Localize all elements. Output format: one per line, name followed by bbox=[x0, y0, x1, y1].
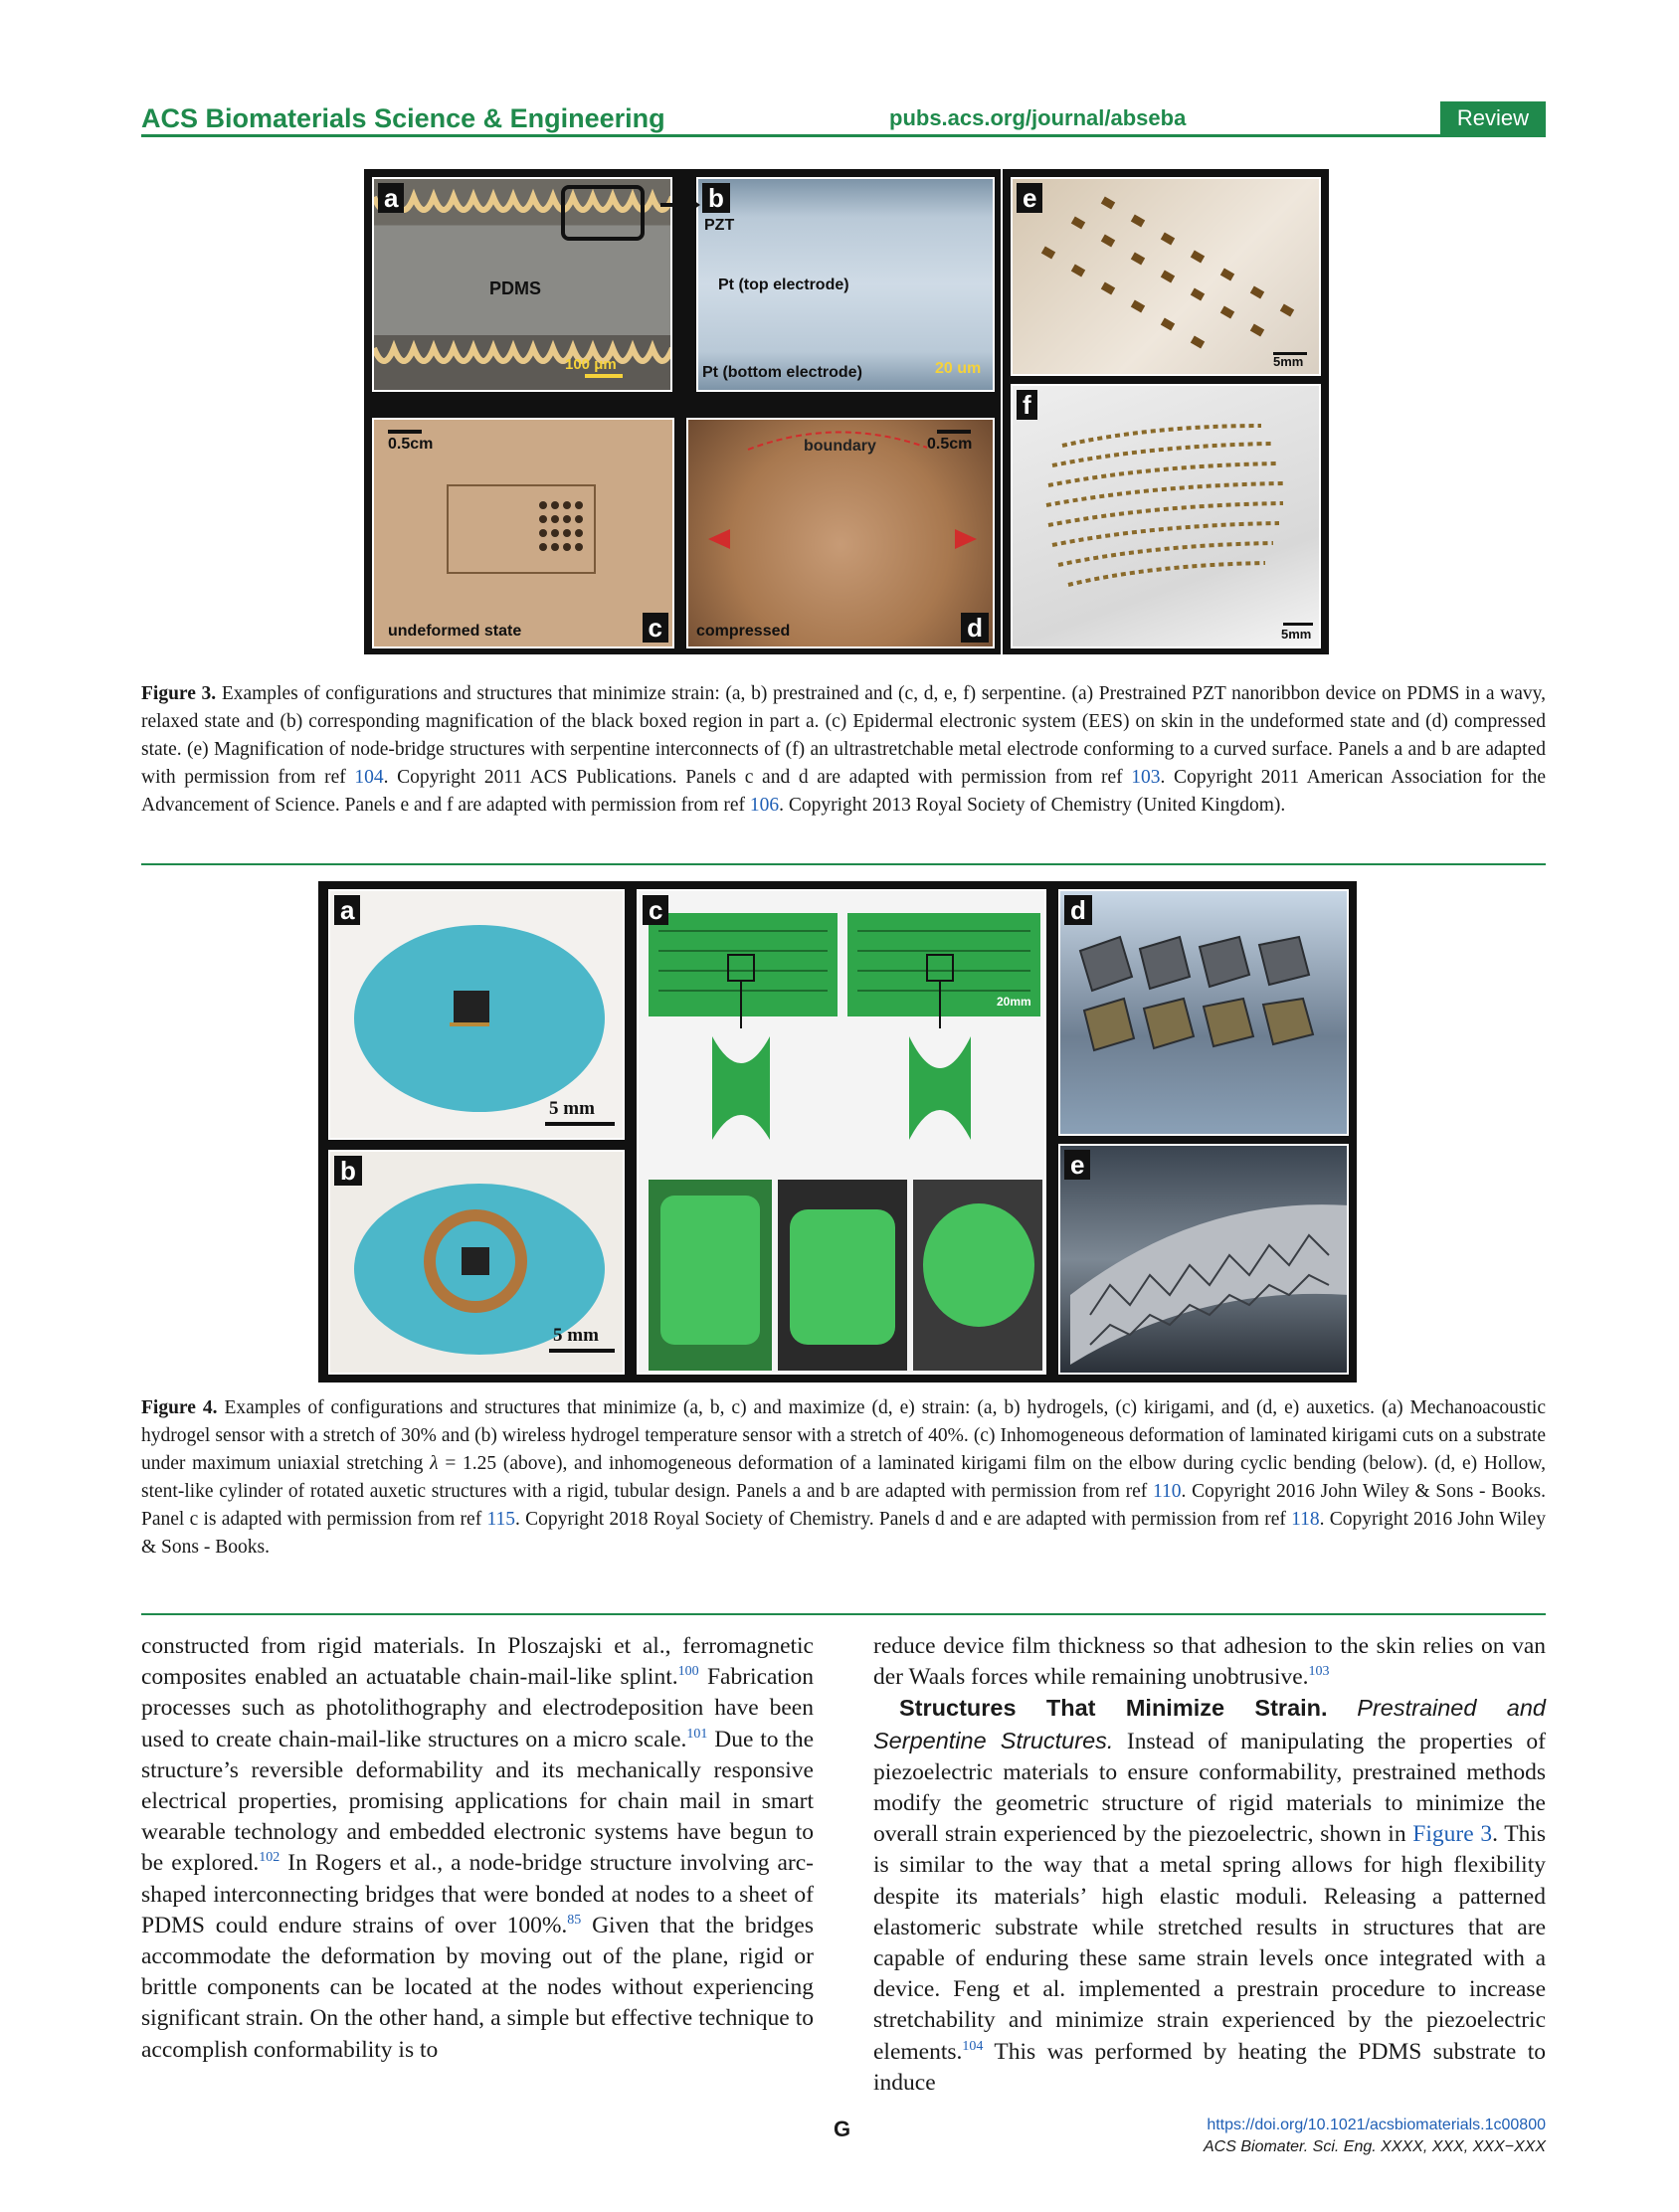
subsection-heading: Prestrained and Serpentine Structures. bbox=[873, 1695, 1546, 1753]
body-text: In Rogers et al., a node-bridge structure involving arc-shaped interconnecting bridges that were bonded at nodes to a sheet of PDMS could endure strains of over 100%. bbox=[141, 1850, 815, 1938]
fig3-a-scalebar bbox=[585, 374, 623, 378]
figure-3-caption-title: Figure 3. bbox=[141, 683, 217, 704]
fig3-label-c: c bbox=[643, 613, 668, 643]
ref-link-115[interactable]: 115 bbox=[486, 1509, 515, 1530]
fig3-d-boundary: boundary bbox=[804, 438, 876, 455]
figure-4-caption-text: . Copyright 2016 John Wiley & Sons - Books. Panel c is adapted with permission from ref bbox=[141, 1481, 1546, 1530]
fig3-panel-d bbox=[686, 418, 995, 648]
fig3-label-a: a bbox=[378, 183, 404, 213]
fig4-b-scalebar bbox=[549, 1349, 615, 1353]
fig3-d-scalebar bbox=[937, 430, 971, 434]
page-header bbox=[141, 103, 1546, 137]
journal-url[interactable]: pubs.acs.org/journal/abseba bbox=[889, 105, 1187, 130]
fig4-d-auxetic bbox=[1060, 891, 1349, 1136]
fig3-c-ees-pattern bbox=[374, 420, 674, 648]
fig3-panel-f bbox=[1011, 384, 1321, 648]
page-number: G bbox=[834, 2117, 851, 2141]
citation: ACS Biomater. Sci. Eng. XXXX, XXX, XXX−XXX bbox=[1204, 2138, 1546, 2155]
fig4-c-kirigami bbox=[639, 891, 1046, 1375]
body-text: Instead of manipulating the properties of piezoelectric materials to ensure conformability, prestrained methods modify the geometric structure of rigid materials to minimize the overall strain experienced by the piezoelectric, shown in bbox=[873, 1728, 1546, 1848]
fig3-f-electrode bbox=[1013, 386, 1321, 648]
fig4-b-scale: 5 mm bbox=[553, 1325, 599, 1346]
fig4-panel-c bbox=[637, 889, 1046, 1375]
figure-4-caption bbox=[141, 1394, 1546, 1562]
ref-link-85[interactable]: 85 bbox=[567, 1913, 582, 1928]
article-type-badge: Review bbox=[1440, 101, 1546, 135]
fig4-panel-d bbox=[1058, 889, 1349, 1136]
figure-4-caption-title: Figure 4. bbox=[141, 1397, 218, 1418]
fig3-a-scale: 100 μm bbox=[565, 356, 617, 373]
fig3-a-pdms: PDMS bbox=[489, 278, 542, 298]
fig4-panel-e bbox=[1058, 1144, 1349, 1375]
fig3-b-bottom: Pt (bottom electrode) bbox=[702, 364, 862, 381]
fig4-e-stent bbox=[1060, 1146, 1349, 1375]
fig3-label-f: f bbox=[1017, 390, 1037, 420]
fig3-panel-e bbox=[1011, 177, 1321, 376]
figure-3-caption bbox=[141, 680, 1546, 820]
fig3-f-scalebar bbox=[1283, 623, 1313, 626]
ref-link-110[interactable]: 110 bbox=[1153, 1481, 1182, 1502]
fig4-a-scalebar bbox=[545, 1122, 615, 1126]
fig3-b-scale: 20 um bbox=[935, 360, 982, 377]
fig4-a-scale: 5 mm bbox=[549, 1098, 595, 1119]
figure-4-caption-text: Examples of configurations and structures that minimize (a, b, c) and maximize (d, e) strain: (a, b) hydrogels, (c) kirigami, and (d, e) auxetics. (a) Mechanoacoustic hydrogel sensor with a stretch of 30% and (b) wireless hydrogel temperature sensor with a stretch of 40%. (c) Inhomogeneous deformation of laminated kirigami cuts on a substrate under maximum uniaxial stretching bbox=[141, 1397, 1546, 1474]
lambda-symbol: λ bbox=[430, 1453, 439, 1474]
figure-3-caption-text: Examples of configurations and structures that minimize strain: (a, b) prestrained and (c, d, e, f) serpentine. (a) Prestrained PZT nanoribbon device on PDMS in a wavy, relaxed state and (b) corresponding magnification of the black boxed region in part a. (c) Epidermal electronic system (EES) on skin in the undeformed state and (d) compressed state. (e) Magnification of node-bridge structures with serpentine interconnects of (f) an ultrastretchable metal electrode conforming to a curved surface. Panels a and b are adapted with permission from ref bbox=[141, 683, 1546, 788]
body-text: Given that the bridges accommodate the deformation by moving out of the plane, rigid or brittle components can be located at the nodes without experiencing significant strain. On the other hand, a simple but effective technique to accomplish conformability is to bbox=[141, 1912, 814, 2063]
fig3-c-scalebar bbox=[388, 430, 422, 434]
fig3-arrow bbox=[660, 195, 700, 215]
body-text: reduce device film thickness so that adhesion to the skin relies on van der Waals forces while remaining unobtrusive. bbox=[873, 1633, 1546, 1691]
body-column-right bbox=[873, 1631, 1546, 2099]
fig3-f-scale: 5mm bbox=[1281, 627, 1312, 642]
figure-3-caption-text: . Copyright 2013 Royal Society of Chemistry (United Kingdom). bbox=[779, 795, 1286, 816]
body-paragraph bbox=[873, 1693, 1546, 2099]
fig3-e-nodes bbox=[1013, 179, 1321, 376]
ref-link-104[interactable]: 104 bbox=[962, 2038, 984, 2054]
fig3-b-pzt: PZT bbox=[704, 217, 735, 234]
fig4-panel-a bbox=[328, 889, 625, 1140]
journal-title: ACS Biomaterials Science & Engineering bbox=[141, 103, 665, 133]
doi-link[interactable]: https://doi.org/10.1021/acsbiomaterials.1c00800 bbox=[1207, 2117, 1546, 2133]
fig4-label-a: a bbox=[334, 895, 360, 925]
caption-divider bbox=[141, 1613, 1546, 1615]
fig4-label-e: e bbox=[1064, 1150, 1090, 1180]
fig3-d-state: compressed bbox=[696, 623, 791, 640]
ref-link-104[interactable]: 104 bbox=[354, 767, 384, 788]
fig3-panel-c bbox=[372, 418, 674, 648]
fig3-e-scale: 5mm bbox=[1273, 354, 1304, 369]
ref-link-118[interactable]: 118 bbox=[1291, 1509, 1320, 1530]
fig3-label-e: e bbox=[1017, 183, 1042, 213]
fig3-b-top: Pt (top electrode) bbox=[718, 276, 849, 293]
fig3-label-b: b bbox=[702, 183, 730, 213]
fig4-c-scale: 20mm bbox=[997, 995, 1031, 1009]
body-paragraph bbox=[873, 1631, 1546, 1693]
figure-4-caption-text: . Copyright 2018 Royal Society of Chemistry. Panels d and e are adapted with permission from ref bbox=[514, 1509, 1292, 1530]
body-text: constructed from rigid materials. In Ploszajski et al., ferromagnetic composites enabled an actuatable chain-mail-like splint. bbox=[141, 1633, 814, 1691]
body-text: This was performed by heating the PDMS substrate to induce bbox=[873, 2038, 1546, 2096]
body-text: . This is similar to the way that a metal spring allows for high flexibility despite its materials’ high elastic moduli. Releasing a patterned elastomeric substrate while stretched results in structures that are capable of enduring these same strain levels once integrated with a device. Feng et al. implemented a prestrain procedure to increase stretchability and minimize strain experienced by the piezoelectric elements. bbox=[873, 1821, 1547, 2065]
fig3-c-scale: 0.5cm bbox=[388, 436, 434, 453]
figure-3-caption-text: . Copyright 2011 ACS Publications. Panels c and d are adapted with permission from ref bbox=[383, 767, 1132, 788]
ref-link-101[interactable]: 101 bbox=[686, 1726, 708, 1742]
figure-4-caption-text: = 1.25 (above), and inhomogeneous deformation of a laminated kirigami film on the elbow during cyclic bending (below). (d, e) Hollow, stent-like cylinder of rotated auxetic structures with a rigid, tubular design. Panels a and b are adapted with permission from ref bbox=[141, 1453, 1546, 1502]
body-column-left bbox=[141, 1631, 814, 2066]
fig4-label-b: b bbox=[334, 1156, 362, 1186]
fig4-label-c: c bbox=[643, 895, 668, 925]
figure-3-caption-text: . Copyright 2011 American Association for the Advancement of Science. Panels e and f are adapted with permission from ref bbox=[141, 767, 1546, 816]
ref-link-103[interactable]: 103 bbox=[1131, 767, 1161, 788]
fig3-panel-a bbox=[372, 177, 672, 392]
figure-4-caption-text: . Copyright 2016 John Wiley & Sons - Books. bbox=[141, 1509, 1546, 1558]
fig3-d-scale: 0.5cm bbox=[927, 436, 973, 453]
section-heading: Structures That Minimize Strain. bbox=[899, 1695, 1328, 1722]
fig3-c-state: undeformed state bbox=[388, 623, 522, 640]
figure-3-link[interactable]: Figure 3 bbox=[1412, 1821, 1493, 1848]
ref-link-102[interactable]: 102 bbox=[259, 1850, 280, 1866]
body-text: Due to the structure’s reversible deformability and its mechanically responsive electrical properties, promising applications for chain mail in smart wearable technology and embedded electronic systems have begun to be explored. bbox=[141, 1726, 814, 1877]
ref-link-106[interactable]: 106 bbox=[749, 795, 780, 816]
body-paragraph bbox=[141, 1631, 814, 2066]
body-text: Fabrication processes such as photolithography and electrodeposition have been used to create chain-mail-like structures on a micro scale. bbox=[141, 1664, 814, 1752]
ref-link-103[interactable]: 103 bbox=[1308, 1664, 1330, 1680]
fig4-label-d: d bbox=[1064, 895, 1092, 925]
fig3-label-d: d bbox=[961, 613, 989, 643]
caption-divider bbox=[141, 863, 1546, 865]
fig4-panel-b bbox=[328, 1150, 625, 1375]
fig3-panel-b bbox=[696, 177, 995, 392]
ref-link-100[interactable]: 100 bbox=[677, 1664, 699, 1680]
